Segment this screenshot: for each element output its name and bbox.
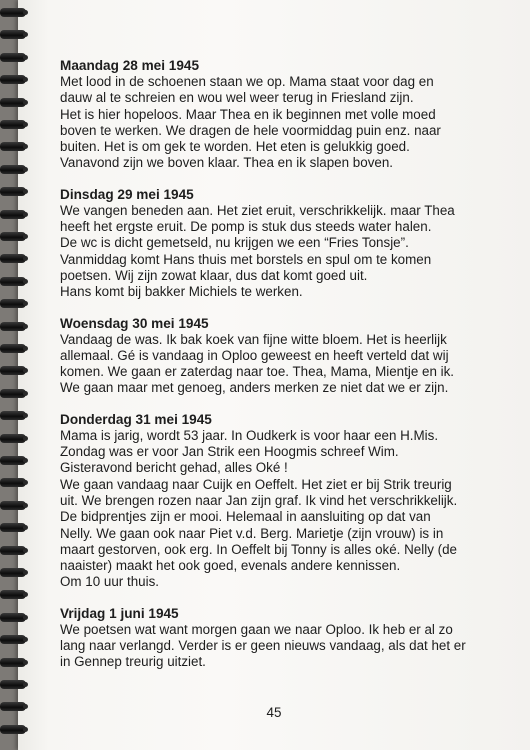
entry-body — [60, 203, 530, 301]
entry-text-line: Gisteravond bericht gehad, alles Oké ! — [60, 460, 288, 476]
entry-text-line: Om 10 uur thuis. — [60, 574, 159, 590]
binding-ring — [0, 142, 26, 151]
entry-body — [60, 428, 530, 591]
binding-ring — [0, 546, 26, 555]
diary-entry — [60, 57, 530, 172]
entry-text-line: lang naar verlangd. Verder is er geen nieuws vandaag, als dat het er — [60, 638, 466, 654]
entry-text-line: in Gennep treurig uitziet. — [60, 654, 206, 670]
binding-ring — [0, 658, 26, 667]
binding-ring — [0, 411, 26, 420]
entry-text-line: We gaan vandaag naar Cuijk en Oeffelt. Het ziet er bij Strik treurig — [60, 476, 452, 492]
binding-ring — [0, 478, 26, 487]
binding-ring — [0, 501, 26, 510]
diary-content — [60, 57, 530, 685]
binding-ring — [0, 702, 26, 711]
binding-ring — [0, 344, 26, 353]
binding-ring — [0, 568, 26, 577]
binding-ring — [0, 53, 26, 62]
entry-text-line: dauw al te schreien en wou wel weer terug in Friesland zijn. — [60, 90, 414, 106]
entry-text-line: Mama is jarig, wordt 53 jaar. In Oudkerk is voor haar een H.Mis. — [60, 427, 439, 443]
binding-ring — [0, 635, 26, 644]
binding-ring — [0, 434, 26, 443]
diary-entry — [60, 605, 530, 671]
diary-entry — [60, 186, 530, 301]
entry-text-line: Het is hier hopeloos. Maar Thea en ik beginnen met volle moed — [60, 106, 436, 122]
entry-body — [60, 332, 530, 397]
entry-text-line: De wc is dicht gemetseld, nu krijgen we een “Fries Tonsje”. — [60, 235, 409, 251]
diary-entry — [60, 411, 530, 591]
entry-date-heading: Woensdag 30 mei 1945 — [60, 315, 209, 331]
entry-text-line: We poetsen wat want morgen gaan we naar Oploo. Ik heb er al zo — [60, 621, 453, 637]
binding-ring — [0, 725, 26, 734]
binding-ring — [0, 8, 26, 17]
binding-ring — [0, 523, 26, 532]
entry-text-line: Hans komt bij bakker Michiels te werken. — [60, 284, 303, 300]
entry-date-heading: Donderdag 31 mei 1945 — [60, 411, 212, 427]
binding-ring — [0, 165, 26, 174]
entry-text-line: De bidprentjes zijn er mooi. Helemaal in aansluiting op dat van — [60, 509, 431, 525]
entry-text-line: Zondag was er voor Jan Strik een Hoogmis schreef Wim. — [60, 444, 399, 460]
binding-ring — [0, 680, 26, 689]
binding-ring — [0, 210, 26, 219]
entry-text-line: Vanavond zijn we boven klaar. Thea en ik slapen boven. — [60, 155, 394, 171]
entry-text-line: allemaal. Gé is vandaag in Oploo geweest en heeft verteld dat wij — [60, 347, 449, 363]
entry-body — [60, 622, 530, 671]
diary-entry — [60, 315, 530, 397]
entry-text-line: buiten. Het is om gek te worden. Het eten is gelukkig goed. — [60, 139, 410, 155]
notebook-page — [18, 0, 530, 750]
entry-text-line: Nelly. We gaan ook naar Piet v.d. Berg. Marietje (zijn vrouw) is in — [60, 525, 444, 541]
entry-body — [60, 74, 530, 172]
entry-text-line: poetsen. Wij zijn zowat klaar, dus dat komt goed uit. — [60, 267, 368, 283]
binding-ring — [0, 590, 26, 599]
entry-text-line: komen. We gaan er zaterdag naar toe. Thea, Mama, Mientje en ik. — [60, 364, 454, 380]
entry-text-line: We vangen beneden aan. Het ziet eruit, verschrikkelijk. maar Thea — [60, 202, 455, 218]
entry-text-line: Met lood in de schoenen staan we op. Mama staat voor dag en — [60, 74, 434, 89]
page-number: 45 — [266, 705, 282, 720]
binding-ring — [0, 613, 26, 622]
entry-text-line: heeft het ergste eruit. De pomp is stuk dus steeds water halen. — [60, 219, 432, 235]
entry-text-line: We gaan maar met genoeg, anders merken ze niet dat we er zijn. — [60, 380, 449, 396]
binding-ring — [0, 187, 26, 196]
entry-text-line: boven te werken. We dragen de hele voormiddag puin enz. naar — [60, 122, 441, 138]
binding-ring — [0, 277, 26, 286]
entry-text-line: uit. We brengen rozen naar Jan zijn graf. Ik vind het verschrikkelijk. — [60, 492, 458, 508]
spiral-binding — [0, 0, 30, 750]
binding-ring — [0, 75, 26, 84]
binding-ring — [0, 456, 26, 465]
entry-date-heading: Dinsdag 29 mei 1945 — [60, 186, 194, 202]
entry-text-line: naaister) maakt het ook goed, evenals andere kennissen. — [60, 558, 401, 574]
entry-text-line: Vanmiddag komt Hans thuis met borstels en spul om te komen — [60, 251, 432, 267]
binding-ring — [0, 98, 26, 107]
entry-text-line: Vandaag de was. Ik bak koek van fijne witte bloem. Het is heerlijk — [60, 331, 447, 347]
binding-ring — [0, 299, 26, 308]
entry-date-heading: Maandag 28 mei 1945 — [60, 58, 200, 73]
entry-text-line: maart gestorven, ook erg. In Oeffelt bij Tonny is alles oké. Nelly (de — [60, 541, 457, 557]
binding-ring — [0, 389, 26, 398]
binding-ring — [0, 120, 26, 129]
binding-ring — [0, 232, 26, 241]
entry-date-heading: Vrijdag 1 juni 1945 — [60, 605, 179, 621]
binding-ring — [0, 322, 26, 331]
binding-ring — [0, 30, 26, 39]
binding-ring — [0, 254, 26, 263]
binding-ring — [0, 366, 26, 375]
